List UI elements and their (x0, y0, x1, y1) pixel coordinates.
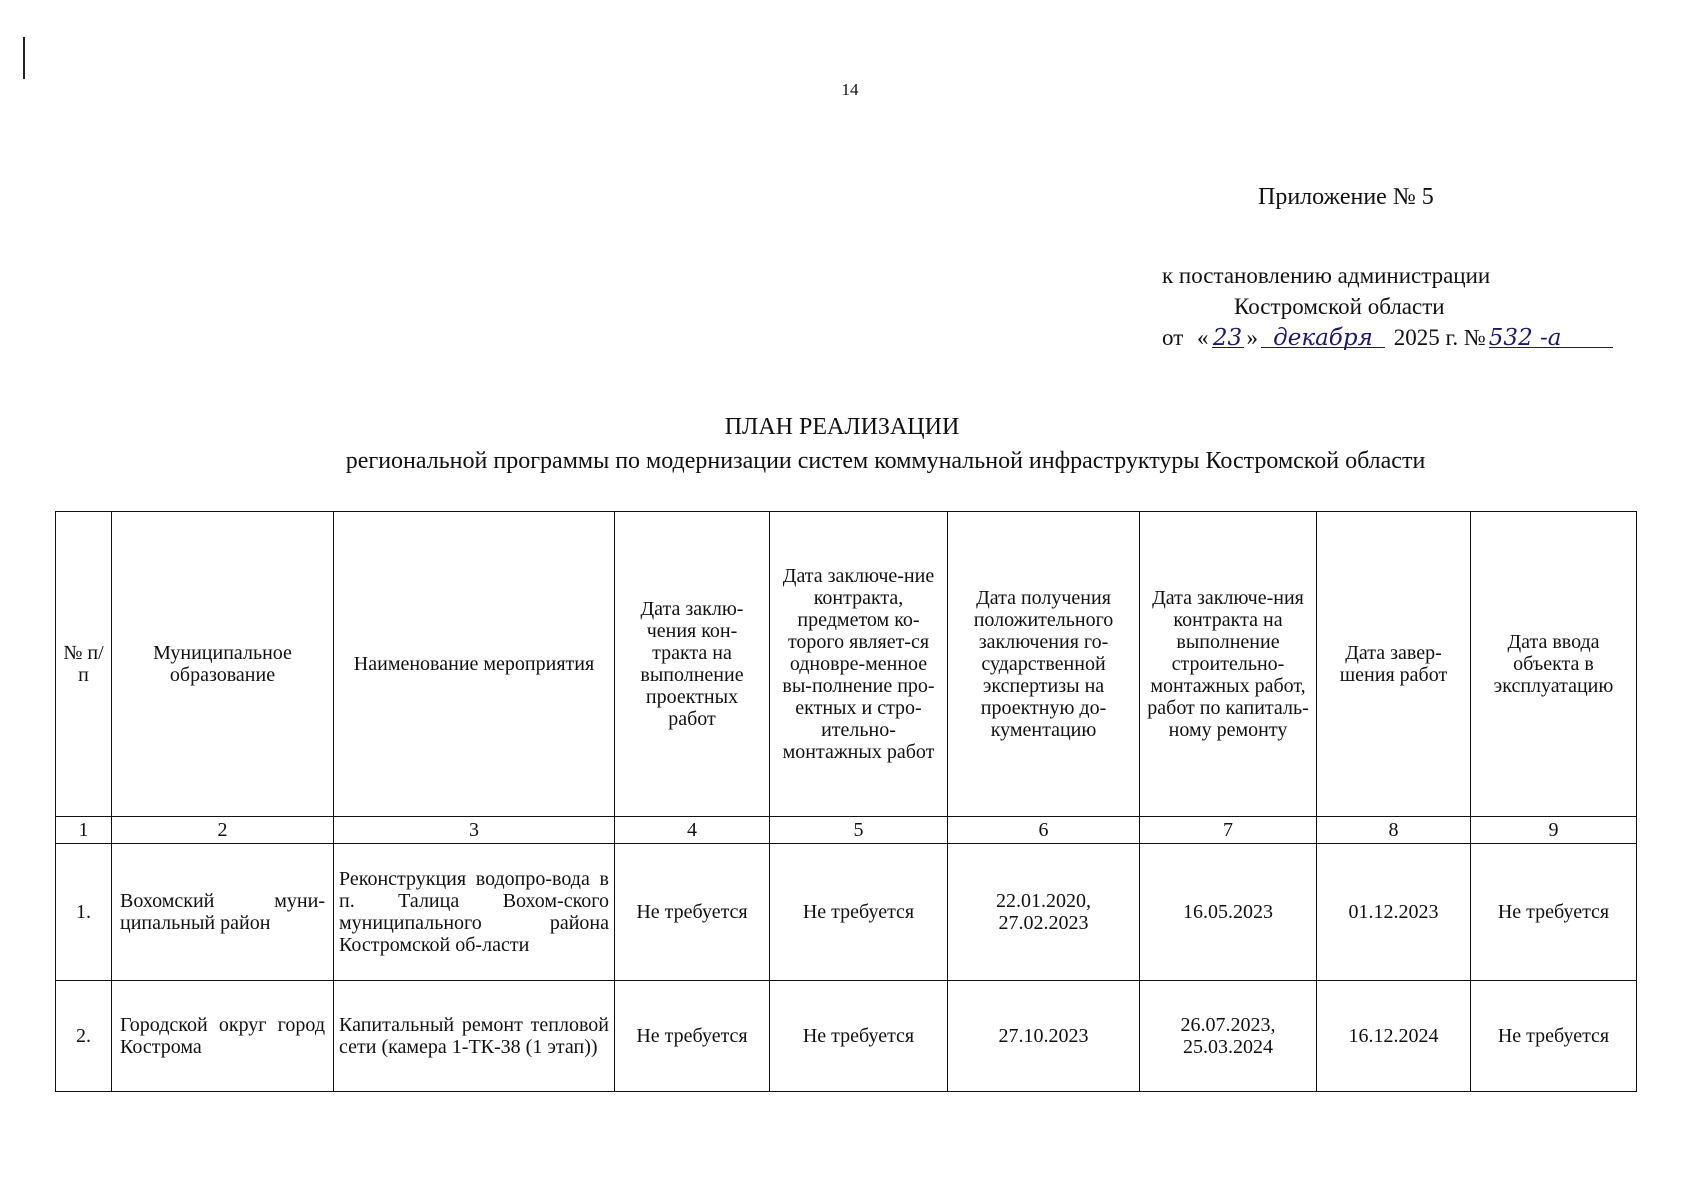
header-cell: Дата завер-шения работ (1317, 512, 1471, 817)
resolution-reference (1162, 260, 1616, 353)
page-number: 14 (841, 80, 859, 99)
column-number-cell: 7 (1140, 817, 1317, 844)
event-cell: Капитальный ремонт тепловой сети (камера 1-ТК-38 (1 этап)) (334, 981, 615, 1092)
quote-close: » (1246, 325, 1258, 350)
handwritten-number: 532 -а (1489, 323, 1613, 348)
design-contract-cell: Не требуется (615, 844, 770, 981)
column-number-cell: 9 (1471, 817, 1637, 844)
header-cell: Дата ввода объекта в эксплуатацию (1471, 512, 1637, 817)
expertise-date-cell: 22.01.2020, 27.02.2023 (948, 844, 1140, 981)
header-cell: Дата получения положительного заключения го-сударственной экспертизы на проектную до-кументацию (948, 512, 1140, 817)
row-number-cell: 2. (56, 981, 112, 1092)
resolution-line-2: Костромской области (1234, 294, 1445, 319)
combined-contract-cell: Не требуется (770, 844, 948, 981)
resolution-from-label: от (1162, 325, 1184, 350)
municipality-cell: Вохомский муни-ципальный район (112, 844, 334, 981)
column-number-cell: 6 (948, 817, 1140, 844)
handwritten-month: декабря (1261, 323, 1385, 348)
handwritten-day: 23 (1212, 325, 1243, 351)
header-cell: Наименование мероприятия (334, 512, 615, 817)
resolution-line-1: к постановлению администрации (1162, 263, 1491, 288)
column-number-cell: 4 (615, 817, 770, 844)
header-cell: Дата заключе-ния контракта на выполнение строительно-монтажных работ, работ по капиталь-ному ремонту (1140, 512, 1317, 817)
column-number-cell: 3 (334, 817, 615, 844)
document-subtitle: региональной программы по модернизации систем коммунальной инфраструктуры Костромской области (345, 448, 1426, 474)
completion-date-cell: 01.12.2023 (1317, 844, 1471, 981)
table-row (56, 844, 1637, 981)
document-title: ПЛАН РЕАЛИЗАЦИИ (724, 414, 960, 440)
header-cell: Дата заключе-ние контракта, предметом ко-торого являет-ся одновре-менное вы-полнение про-ектных и стро-ительно-монтажных работ (770, 512, 948, 817)
design-contract-cell: Не требуется (615, 981, 770, 1092)
resolution-line-3 (1162, 322, 1616, 353)
scan-edge-mark (23, 37, 25, 79)
column-number-cell: 1 (56, 817, 112, 844)
header-cell: Дата заклю-чения кон-тракта на выполнение проектных работ (615, 512, 770, 817)
quote-open: « (1197, 325, 1209, 350)
commissioning-cell: Не требуется (1471, 981, 1637, 1092)
column-number-cell: 8 (1317, 817, 1471, 844)
expertise-date-cell: 27.10.2023 (948, 981, 1140, 1092)
table-row (56, 981, 1637, 1092)
column-number-row (56, 817, 1637, 844)
column-number-cell: 5 (770, 817, 948, 844)
header-cell: Муниципальное образование (112, 512, 334, 817)
construction-contract-cell: 26.07.2023, 25.03.2024 (1140, 981, 1317, 1092)
resolution-year: 2025 г. № (1393, 325, 1486, 350)
construction-contract-cell: 16.05.2023 (1140, 844, 1317, 981)
completion-date-cell: 16.12.2024 (1317, 981, 1471, 1092)
appendix-title: Приложение № 5 (1258, 184, 1434, 210)
event-cell: Реконструкция водопро-вода в п. Талица Вохом-ского муниципального района Костромской об-ласти (334, 844, 615, 981)
row-number-cell: 1. (56, 844, 112, 981)
commissioning-cell: Не требуется (1471, 844, 1637, 981)
header-cell: № п/п (56, 512, 112, 817)
column-number-cell: 2 (112, 817, 334, 844)
table-header-row (56, 512, 1637, 817)
combined-contract-cell: Не требуется (770, 981, 948, 1092)
implementation-plan-table (55, 511, 1637, 1092)
municipality-cell: Городской округ город Кострома (112, 981, 334, 1092)
